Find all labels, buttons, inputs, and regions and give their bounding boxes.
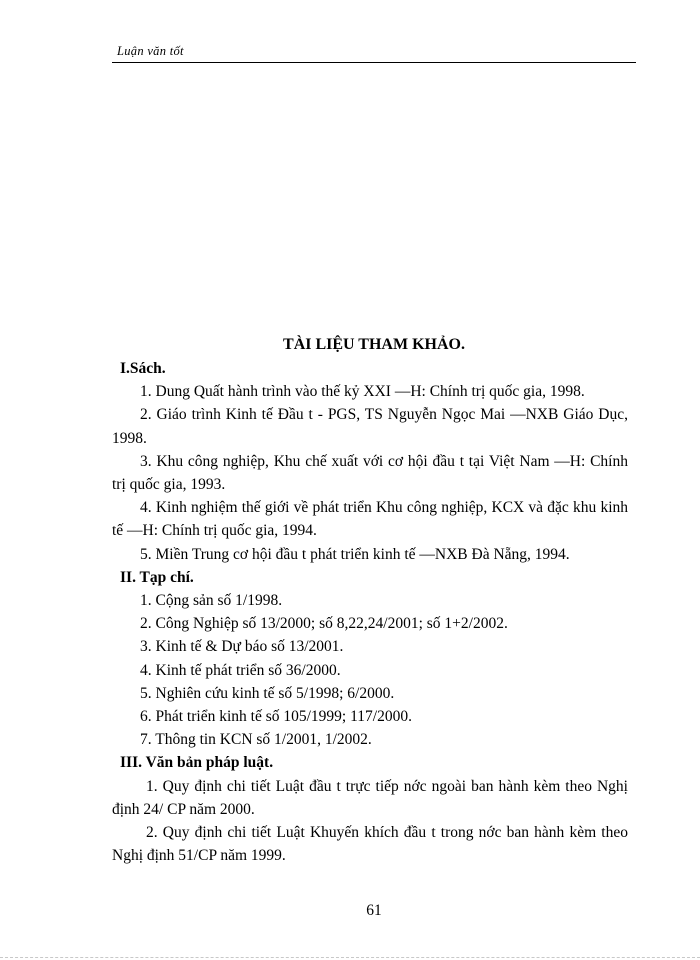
reference-item: 3. Kinh tế & Dự báo số 13/2001. bbox=[140, 638, 344, 656]
reference-item: 3. Khu công nghiệp, Khu chế xuất với cơ hội đầu t tại Việt Nam —H: Chính trị quốc gia, 1993. bbox=[112, 452, 628, 494]
section-heading-books: I.Sách. bbox=[120, 360, 166, 377]
page-header bbox=[112, 42, 636, 63]
section-heading-journals: II. Tạp chí. bbox=[120, 568, 194, 586]
reference-item: 2. Công Nghiệp số 13/2000; số 8,22,24/2001; số 1+2/2002. bbox=[140, 615, 508, 633]
reference-item: 1. Cộng sản số 1/1998. bbox=[140, 592, 283, 610]
reference-item: 2. Quy định chi tiết Luật Khuyến khích đầu t trong nớc ban hành kèm theo Nghị định 51/CP năm 1999. bbox=[112, 824, 628, 865]
reference-item: 5. Miền Trung cơ hội đầu t phát triển kinh tế —NXB Đà Nẵng, 1994. bbox=[140, 545, 570, 563]
reference-item: 5. Nghiên cứu kinh tế số 5/1998; 6/2000. bbox=[140, 684, 395, 702]
references-title: TÀI LIỆU THAM KHẢO. bbox=[283, 336, 465, 353]
page-number: 61 bbox=[366, 902, 382, 919]
header-text: Luận văn tốt bbox=[117, 44, 184, 58]
reference-item: 1. Quy định chi tiết Luật đầu t trực tiếp nớc ngoài ban hành kèm theo Nghị định 24/ CP năm 2000. bbox=[112, 777, 628, 818]
reference-item: 2. Giáo trình Kinh tế Đầu t - PGS, TS Nguyễn Ngọc Mai —NXB Giáo Dục, 1998. bbox=[112, 406, 628, 447]
reference-item: 4. Kinh nghiệm thế giới về phát triển Khu công nghiệp, KCX và đặc khu kinh tế —H: Chính trị quốc gia, 1994. bbox=[112, 499, 628, 540]
reference-item: 7. Thông tin KCN số 1/2001, 1/2002. bbox=[140, 731, 372, 749]
reference-item: 4. Kinh tế phát triển số 36/2000. bbox=[140, 661, 341, 679]
references-list bbox=[112, 357, 628, 867]
page-bottom-divider bbox=[0, 957, 700, 958]
reference-item: 6. Phát triển kinh tế số 105/1999; 117/2000. bbox=[140, 708, 412, 726]
section-heading-legal-documents: III. Văn bản pháp luật. bbox=[120, 754, 274, 772]
reference-item: 1. Dung Quất hành trình vào thế kỷ XXI —H: Chính trị quốc gia, 1998. bbox=[140, 383, 585, 401]
